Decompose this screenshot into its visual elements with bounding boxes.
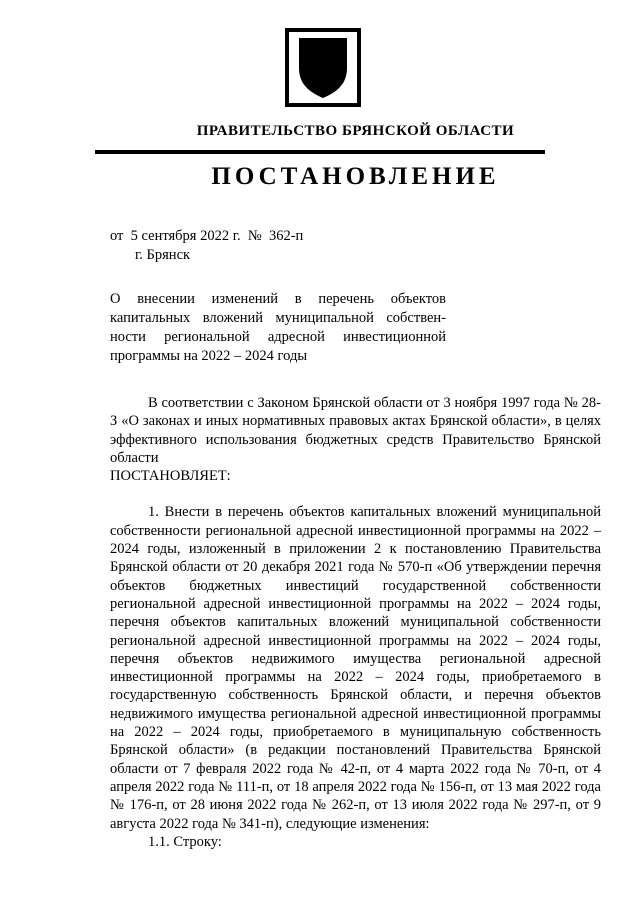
org-name: ПРАВИТЕЛЬСТВО БРЯНСКОЙ ОБЛАСТИ	[196, 123, 515, 139]
intro-paragraph: В соответствии с Законом Брянской области от 3 ноября 1997 года № 28-З «О законах и иных нормативных правовых актах Брянской области», в целях эффективного использования бюджетных средств Правительство Брянской области	[110, 395, 601, 466]
coat-of-arms-emblem	[285, 28, 361, 107]
amendment-paragraph: 1. Внести в перечень объектов капитальных вложений муниципальной собственности региональной адресной инвестиционной программы на 2022 – 2024 годы, изложенный в приложении 2 к постановлению Правительства Брянской области от 20 декабря 2021 года № 570-п «Об утверждении перечня объектов бюджетных инвестиций государственной собственности региональной адресной инвестиционной программы на 2022 – 2024 годы, перечня объектов капитальных вложений муниципальной собственности региональной адресной инвестиционной программы на 2022 – 2024 годы, перечня объектов недвижимого имущества региональной адресной инвестиционной программы на 2022 – 2024 годы, приобретаемого в государственную собственность Брянской области, и перечня объектов недвижимого имущества региональной адресной инвестиционной программы на 2022 – 2024 годы, приобретаемого в муниципальную собственность Брянской области» (в редакции постановлений Правительства Брянской области от 7 февраля 2022 года № 42-п, от 4 марта 2022 года № 70-п, от 4 апреля 2022 года № 111-п, от 18 апреля 2022 года № 156-п, от 13 мая 2022 года № 176-п, от 28 июня 2022 года № 262-п, от 13 июля 2022 года № 297-п, от 9 августа 2022 года № 341-п), следующие изменения:	[110, 504, 601, 832]
document-meta	[110, 227, 601, 264]
header-divider	[95, 150, 545, 154]
date-number-line: от 5 сентября 2022 г. № 362-п	[110, 228, 304, 244]
subject-line: программы на 2022 – 2024 годы	[110, 348, 308, 364]
resolve-line: ПОСТАНОВЛЯЕТ:	[110, 468, 231, 485]
coat-of-arms-shield-icon	[285, 28, 361, 107]
subject-line: ности региональной адресной инвестиционной	[110, 329, 446, 345]
document-body	[110, 394, 601, 851]
city-line: г. Брянск	[135, 246, 191, 263]
subject-line: капитальных вложений муниципальной собствен-	[110, 310, 446, 326]
document-subject	[110, 290, 446, 366]
document-type-title: ПОСТАНОВЛЕНИЕ	[211, 163, 500, 190]
clause-line: 1.1. Строку:	[148, 833, 222, 850]
subject-line: О внесении изменений в перечень объектов	[110, 291, 446, 307]
